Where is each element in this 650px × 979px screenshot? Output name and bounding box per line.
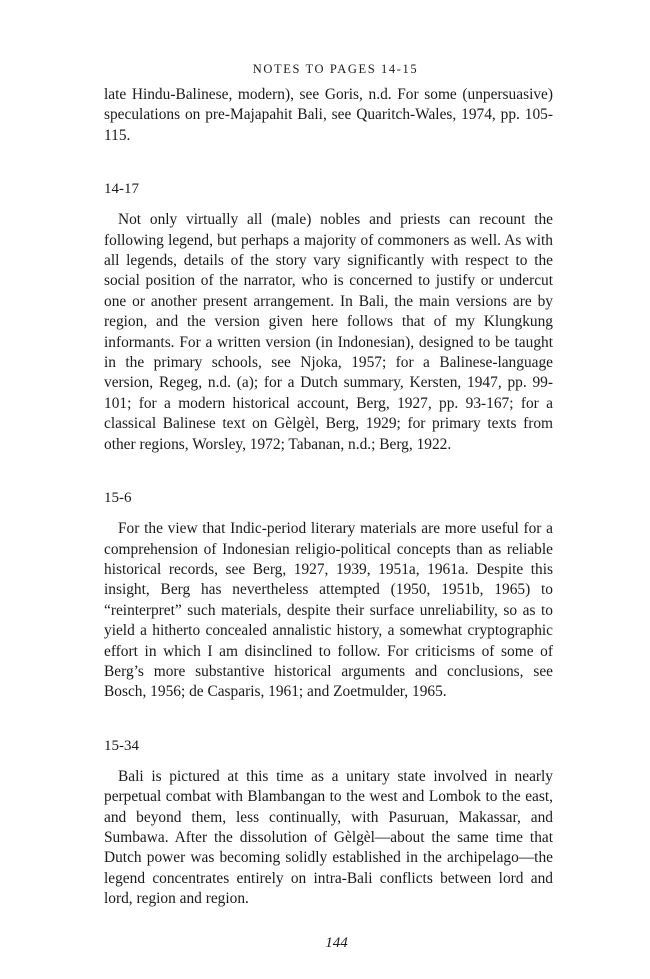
note-label-15-34: 15-34 (104, 737, 139, 754)
running-head: NOTES TO PAGES 14-15 (252, 62, 419, 76)
page-number: 144 (325, 935, 348, 951)
note-paragraph-15-6: For the view that Indic-period literary materials are more useful for a comprehension of Indonesian religio-political concepts than as reliable historical records, see Berg, 1927, 1939, 1951a, 1961a. Despite this insight, Berg has nevertheless attempted (1950, 1951b, 1965) to “reinterpret” such materials, despite their surface unreliability, so as to yield a hitherto concealed annalistic history, a somewhat cryptographic effort in which I am disinclined to follow. For criticisms of some of Berg’s more substantive historical arguments and conclusions, see Bosch, 1956; de Casparis, 1961; and Zoetmulder, 1965. (104, 520, 553, 701)
note-paragraph-14-17: Not only virtually all (male) nobles and priests can recount the following legend, but perhaps a majority of commoners as well. As with all legends, details of the story vary significantly with respect to the social position of the narrator, who is concerned to justify or undercut one or another present arrangement. In Bali, the main versions are by region, and the version given here follows that of my Klungkung informants. For a written version (in Indonesian), designed to be taught in the primary schools, see Njoka, 1957; for a Balinese-language version, Regeg, n.d. (a); for a Dutch summary, Kersten, 1947, pp. 99-101; for a modern historical account, Berg, 1927, pp. 93-167; for a classical Balinese text on Gèlgèl, Berg, 1929; for primary texts from other regions, Worsley, 1972; Tabanan, n.d.; Berg, 1922. (104, 211, 553, 453)
note-spacer (104, 455, 553, 488)
book-page (104, 62, 553, 951)
note-spacer (104, 146, 553, 179)
note-continuation-paragraph: late Hindu-Balinese, modern), see Goris, n.d. For some (unpersuasive) speculations on pre-Majapahit Bali, see Quaritch-Wales, 1974, pp. 105-115. (104, 86, 553, 144)
note-label-14-17: 14-17 (104, 181, 139, 198)
note-spacer (104, 703, 553, 736)
note-label-15-6: 15-6 (104, 490, 132, 507)
note-paragraph-15-34: Bali is pictured at this time as a unitary state involved in nearly perpetual combat with Blambangan to the west and Lombok to the east, and beyond them, less continually, with Pasuruan, Makassar, and Sumbawa. After the dissolution of Gèlgèl—about the same time that Dutch power was becoming solidly established in the archipelago—the legend concentrates entirely on intra-Bali conflicts between lord and lord, region and region. (104, 767, 553, 908)
